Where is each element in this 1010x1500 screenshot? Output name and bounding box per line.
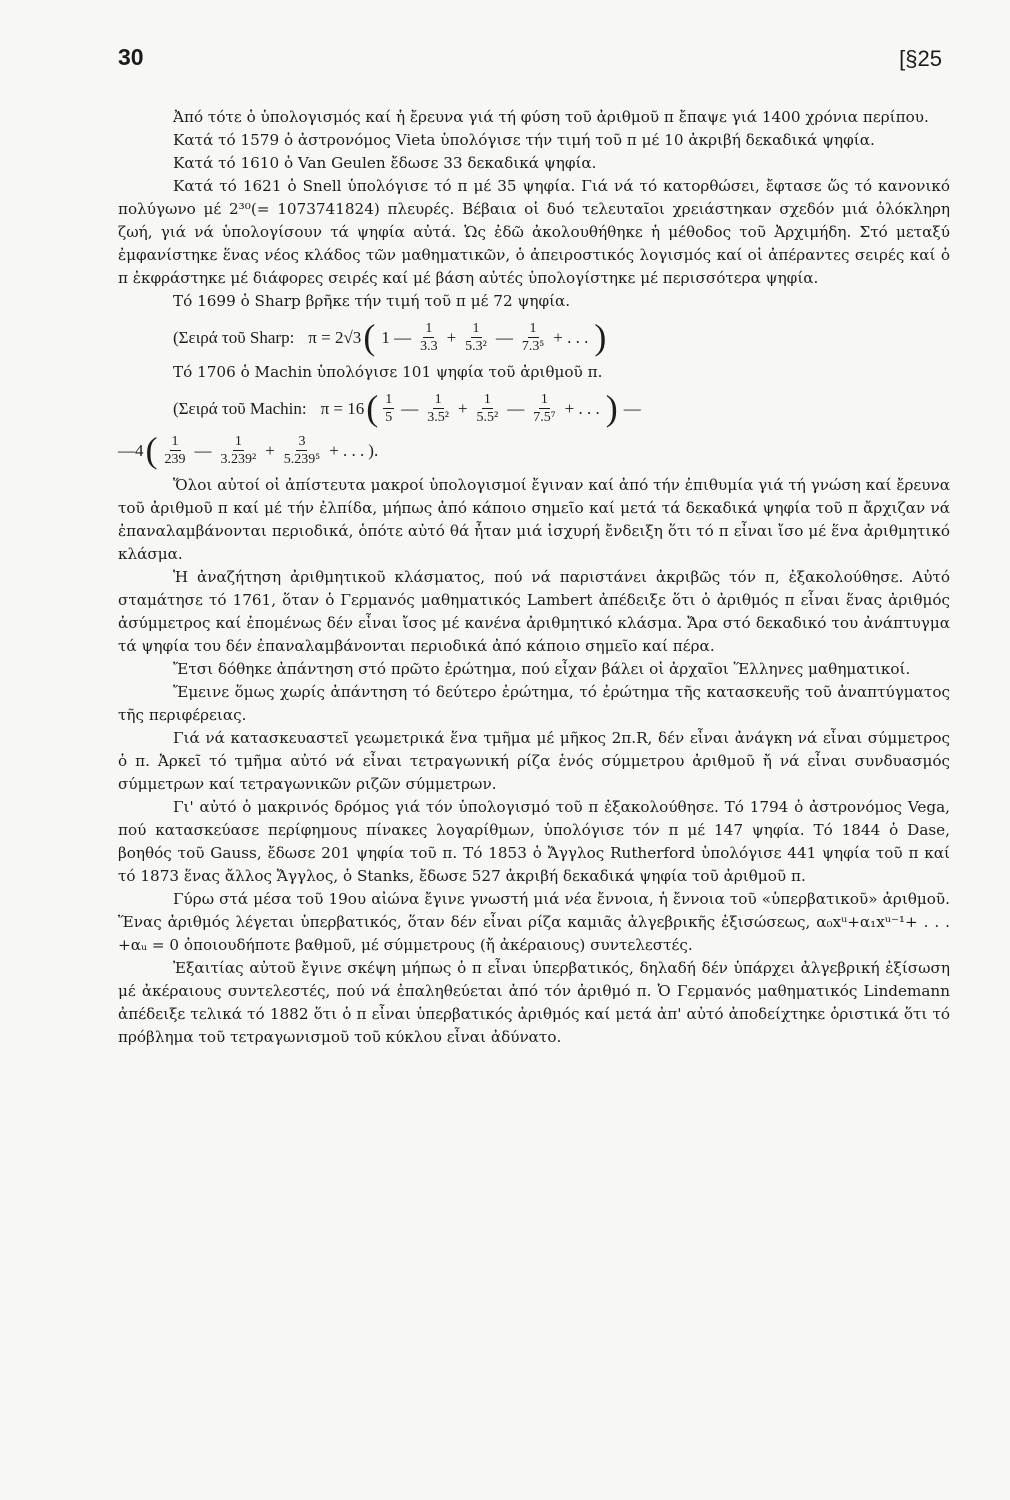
formula-label: (Σειρά τοῦ Machin: bbox=[173, 398, 307, 418]
fraction bbox=[282, 433, 322, 468]
paragraph: Κατά τό 1579 ὁ ἀστρονόμος Vieta ὑπολόγισε τήν τιμή τοῦ π μέ 10 ἀκριβή δεκαδικά ψηφία. bbox=[173, 131, 875, 149]
denominator: 3.239² bbox=[220, 451, 257, 467]
close-paren: ) bbox=[605, 388, 618, 428]
denominator: 3.3 bbox=[420, 338, 438, 354]
numerator: 1 bbox=[529, 320, 537, 336]
denominator: 5 bbox=[385, 409, 393, 425]
open-paren: ( bbox=[145, 430, 158, 470]
machin-series-formula bbox=[118, 390, 950, 426]
denominator: 7.3⁵ bbox=[521, 338, 545, 354]
paragraph: Γιά νά κατασκευαστεῖ γεωμετρικά ἕνα τμῆμα μέ μῆκος 2π.R, δέν εἶναι ἀνάγκη νά εἶναι σύμμετρος ὁ π. Ἀρκεῖ τό τμῆμα αὐτό νά εἶναι τετραγωνική ρίζα ἑνός σύμμετρου ἀριθμοῦ ἤ νά εἶναι συνδυασμός σύμμετρων καί τετραγωνικῶν ριζῶν σύμμετρων. bbox=[118, 729, 950, 793]
denominator: 5.5² bbox=[476, 409, 499, 425]
page-header bbox=[118, 40, 950, 84]
fraction bbox=[219, 433, 259, 468]
paragraph: Ἡ ἀναζήτηση ἀριθμητικοῦ κλάσματος, πού νά παριστάνει ἀκριβῶς τόν π, ἐξακολούθησε. Αὐτό σταμάτησε τό 1761, ὅταν ὁ Γερμανός μαθηματικός Lambert ἀπέδειξε ὅτι ὁ ἀριθμός π εἶναι ἕνας ἀριθμός ἀσύμμετρος καί ἐπομένως δέν εἶναι ἴσος μέ κανένα ἀριθμητικό κλάσμα. Ἄρα στό δεκαδικό του ἀνάπτυγμα τά ψηφία του δέν ἐπαναλαμβάνονται περιοδικά ἀπό κάποιο σημεῖο καί πέρα. bbox=[118, 568, 950, 655]
formula-tail: + . . . bbox=[564, 398, 600, 418]
numerator: 1 bbox=[171, 433, 179, 449]
numerator: 1 bbox=[540, 391, 548, 407]
formula-label: (Σειρά τοῦ Sharp: bbox=[173, 327, 295, 347]
formula-tail: + . . . bbox=[329, 440, 365, 460]
paragraph: Γι' αὐτό ὁ μακρινός δρόμος γιά τόν ὑπολογισμό τοῦ π ἐξακολούθησε. Τό 1794 ὁ ἀστρονόμος Vega, πού κατασκεύασε περίφημους πίνακες λογαρίθμων, ὑπολόγισε τόν π μέ 147 ψηφία. Τό 1844 ὁ Dase, βοηθός τοῦ Gauss, ἔδωσε 201 ψηφία τοῦ π. Τό 1853 ὁ Ἄγγλος Rutherford ὑπολόγισε 441 ψηφία τοῦ π καί τό 1873 ἕνας ἄλλος Ἄγγλος, ὁ Stanks, ἔδωσε 527 ἀκριβή δεκαδικά ψηφία τοῦ ἀριθμοῦ π. bbox=[118, 798, 950, 885]
fraction bbox=[475, 391, 501, 426]
sharp-series-formula bbox=[118, 319, 950, 355]
denominator: 5.239⁵ bbox=[283, 451, 321, 467]
numerator: 1 bbox=[472, 320, 480, 336]
open-paren: ( bbox=[363, 317, 376, 357]
formula-op: + bbox=[457, 398, 468, 418]
formula-tail: + . . . bbox=[553, 327, 589, 347]
fraction bbox=[520, 320, 546, 355]
numerator: 1 bbox=[425, 320, 433, 336]
formula-op: — bbox=[194, 440, 212, 460]
formula-op: — bbox=[401, 398, 419, 418]
formula-op: — bbox=[507, 398, 525, 418]
numerator: 1 bbox=[234, 433, 242, 449]
denominator: 239 bbox=[164, 451, 186, 467]
page-number: 30 bbox=[118, 44, 144, 70]
formula-end: ). bbox=[368, 440, 379, 460]
formula-end: — bbox=[623, 398, 641, 418]
fraction bbox=[418, 320, 440, 355]
paragraph: Κατά τό 1610 ὁ Van Geulen ἔδωσε 33 δεκαδικά ψηφία. bbox=[173, 154, 597, 172]
formula-op: 1 — bbox=[381, 327, 412, 347]
formula-lhs: —4 bbox=[118, 440, 144, 460]
numerator: 1 bbox=[483, 391, 491, 407]
denominator: 3.5² bbox=[427, 409, 449, 425]
paragraph: Ἔτσι δόθηκε ἀπάντηση στό πρῶτο ἐρώτημα, πού εἶχαν βάλει οἱ ἀρχαῖοι Ἕλληνες μαθηματικοί. bbox=[173, 660, 911, 678]
fraction bbox=[163, 433, 188, 468]
numerator: 3 bbox=[298, 433, 306, 449]
paragraph: Ἀπό τότε ὁ ὑπολογισμός καί ἡ ἔρευνα γιά τή φύση τοῦ ἀριθμοῦ π ἔπαψε γιά 1400 χρόνια περίπου. bbox=[173, 108, 929, 126]
denominator: 7.5⁷ bbox=[533, 409, 556, 425]
open-paren: ( bbox=[366, 388, 379, 428]
paragraph: Ὅλοι αὐτοί οἱ ἀπίστευτα μακροί ὑπολογισμοί ἔγιναν καί ἀπό τήν ἐπιθυμία γιά τή γνώση καί ἔρευνα τοῦ ἀριθμοῦ π καί μέ τήν ἐλπίδα, μήπως ἀπό κάποιο σημεῖο καί μετά τά δεκαδικά ψηφία τοῦ π ἄρχιζαν νά ἐπαναλαμβάνονται περιοδικά, ὁπότε αὐτό θά ἦταν μιά ἰσχυρή ἔνδειξη ὅτι τό π εἶναι ἴσο μέ ἕνα ἀριθμητικό κλάσμα. bbox=[118, 476, 950, 563]
numerator: 1 bbox=[434, 391, 442, 407]
formula-op: + bbox=[446, 327, 457, 347]
denominator: 5.3² bbox=[465, 338, 487, 354]
page-body bbox=[118, 106, 950, 1049]
formula-op: + bbox=[265, 440, 275, 460]
section-reference: [§25 bbox=[899, 46, 942, 71]
paragraph: Ἐξαιτίας αὐτοῦ ἔγινε σκέψη μήπως ὁ π εἶναι ὑπερβατικός, δηλαδή δέν ὑπάρχει ἀλγεβρική ἐξίσωση μέ ἀκέραιους συντελεστές, πού νά ἐπαληθεύεται ἀπό τόν ἀριθμό π. Ὁ Γερμανός μαθηματικός Lindemann ἀπέδειξε τελικά τό 1882 ὅτι ὁ π εἶναι ὑπερβατικός ἀριθμός καί μετά ἀπ' αὐτό ἀποδείχτηκε ὁριστικά ὅτι τό πρόβλημα τοῦ τετραγωνισμοῦ τοῦ κύκλου εἶναι ἀδύνατο. bbox=[118, 959, 950, 1046]
machin-series-continuation bbox=[118, 432, 950, 468]
fraction bbox=[425, 391, 451, 426]
page bbox=[118, 40, 950, 1049]
paragraph: Κατά τό 1621 ὁ Snell ὑπολόγισε τό π μέ 35 ψηφία. Γιά νά τό κατορθώσει, ἔφτασε ὥς τό κανονικό πολύγωνο μέ 2³⁰(= 1073741824) πλευρές. Βέβαια οἱ δυό τελευταῖοι χρειάστηκαν σχεδόν μιά ὁλόκληρη ζωή, γιά νά ὑπολογίσουν τά ψηφία αὐτά. Ὡς ἐδῶ ἀκολουθήθηκε ἡ μέθοδος τοῦ Ἀρχιμήδη. Στό μεταξύ ἐμφανίστηκε ἕνας νέος κλάδος τῶν μαθηματικῶν, ὁ ἀπειροστικός λογισμός καί οἱ ἀπέραντες σειρές καί ὁ π ἐκφράστηκε μέ διάφορες σειρές καί μέ βάση αὐτές ὑπολογίστηκε μέ περισσότερα ψηφία. bbox=[118, 177, 950, 287]
formula-lhs: π = 2√3 bbox=[308, 327, 362, 347]
paragraph: Τό 1699 ὁ Sharp βρῆκε τήν τιμή τοῦ π μέ 72 ψηφία. bbox=[173, 292, 571, 310]
formula-op: — bbox=[495, 327, 513, 347]
fraction bbox=[463, 320, 489, 355]
formula-lhs: π = 16 bbox=[320, 398, 365, 418]
fraction bbox=[383, 391, 394, 426]
close-paren: ) bbox=[594, 317, 607, 357]
numerator: 1 bbox=[385, 391, 393, 407]
paragraph: Γύρω στά μέσα τοῦ 19ου αἰώνα ἔγινε γνωστή μιά νέα ἔννοια, ἡ ἔννοια τοῦ «ὑπερβατικοῦ» ἀριθμοῦ. Ἕνας ἀριθμός λέγεται ὑπερβατικός, ὅταν δέν εἶναι ρίζα καμιᾶς ἀλγεβρικῆς ἐξισώσεως, α₀xᵘ+α₁xᵘ⁻¹+ . . . +αᵤ = 0 ὁποιουδήποτε βαθμοῦ, μέ σύμμετρους (ἤ ἀκέραιους) συντελεστές. bbox=[118, 890, 950, 954]
paragraph: Τό 1706 ὁ Machin ὑπολόγισε 101 ψηφία τοῦ ἀριθμοῦ π. bbox=[173, 363, 603, 381]
paragraph: Ἔμεινε ὅμως χωρίς ἀπάντηση τό δεύτερο ἐρώτημα, τό ἐρώτημα τῆς κατασκευῆς τοῦ ἀναπτύγματος τῆς περιφέρειας. bbox=[118, 683, 950, 724]
fraction bbox=[531, 391, 557, 426]
